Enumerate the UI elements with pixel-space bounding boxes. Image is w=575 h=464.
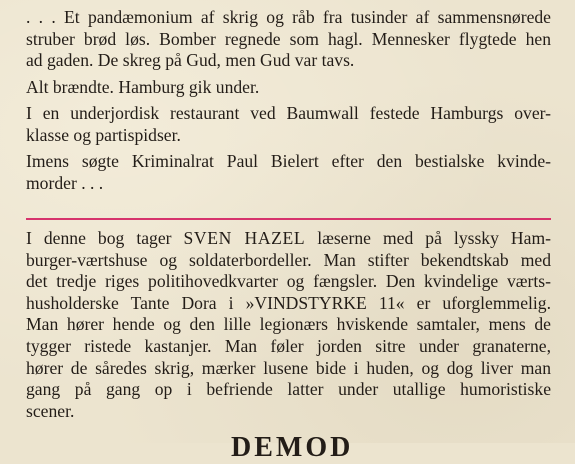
author-name: SVEN HAZEL [183,228,306,248]
excerpt-paragraph-4 [26,151,551,194]
excerpt-line: struber brød løs. Bomber regnede som hagl. Mennesker flygtede hen [26,28,551,49]
excerpt-line: Alt brændte. Hamburg gik under. [26,76,260,97]
excerpt-line: I en underjordisk restaurant ved Baumwall festede Hamburgs over- [26,103,551,123]
description-text: I denne bog tager [26,228,184,248]
excerpt-line: Imens søgte Kriminalrat Paul Bielert efter den bestialske kvinde- [26,151,551,171]
cut-off-heading: DEMOD [231,432,354,463]
excerpt-paragraph-3 [26,103,551,146]
description-line [26,228,551,250]
description-line: hører de såredes skrig, mærker lusene bide i huden, og dog liver man [26,357,551,378]
excerpt-paragraph-1 [26,7,551,72]
description-line: husholderske Tante Dora i »VINDSTYRKE 11« er uforglemmelig. [26,292,551,313]
excerpt-block [26,7,551,199]
description-line: det tredje riges politihovedkvarter og fængsler. Den kvindelige værts- [26,271,551,292]
description-line: tygger ristede kastanjer. Man føler jorden sitre under granaterne, [26,335,551,356]
excerpt-paragraph-2 [26,77,551,99]
description-line: scener. [26,400,75,421]
description-text: læserne med på lysskу Ham- [305,228,551,248]
description-line: burger-værtshuse og soldaterbordeller. Man stifter bekendtskab med [26,249,551,270]
description-line: Man hører hende og den lille legionærs hviskende samtaler, mens de [26,314,551,335]
excerpt-line: morder . . . [26,172,104,193]
description-block [26,228,551,422]
excerpt-line: klasse og partispidser. [26,124,181,145]
excerpt-line: ad gaden. De skreg på Gud, men Gud var tavs. [26,50,355,70]
description-line: gang på gang op i befriende latter under utallige humoristiske [26,379,551,400]
section-divider [26,218,551,220]
description-paragraph [26,228,551,422]
excerpt-line: . . . Et pandæmonium af skrig og råb fra tusinder af sammensnørede [26,7,551,27]
